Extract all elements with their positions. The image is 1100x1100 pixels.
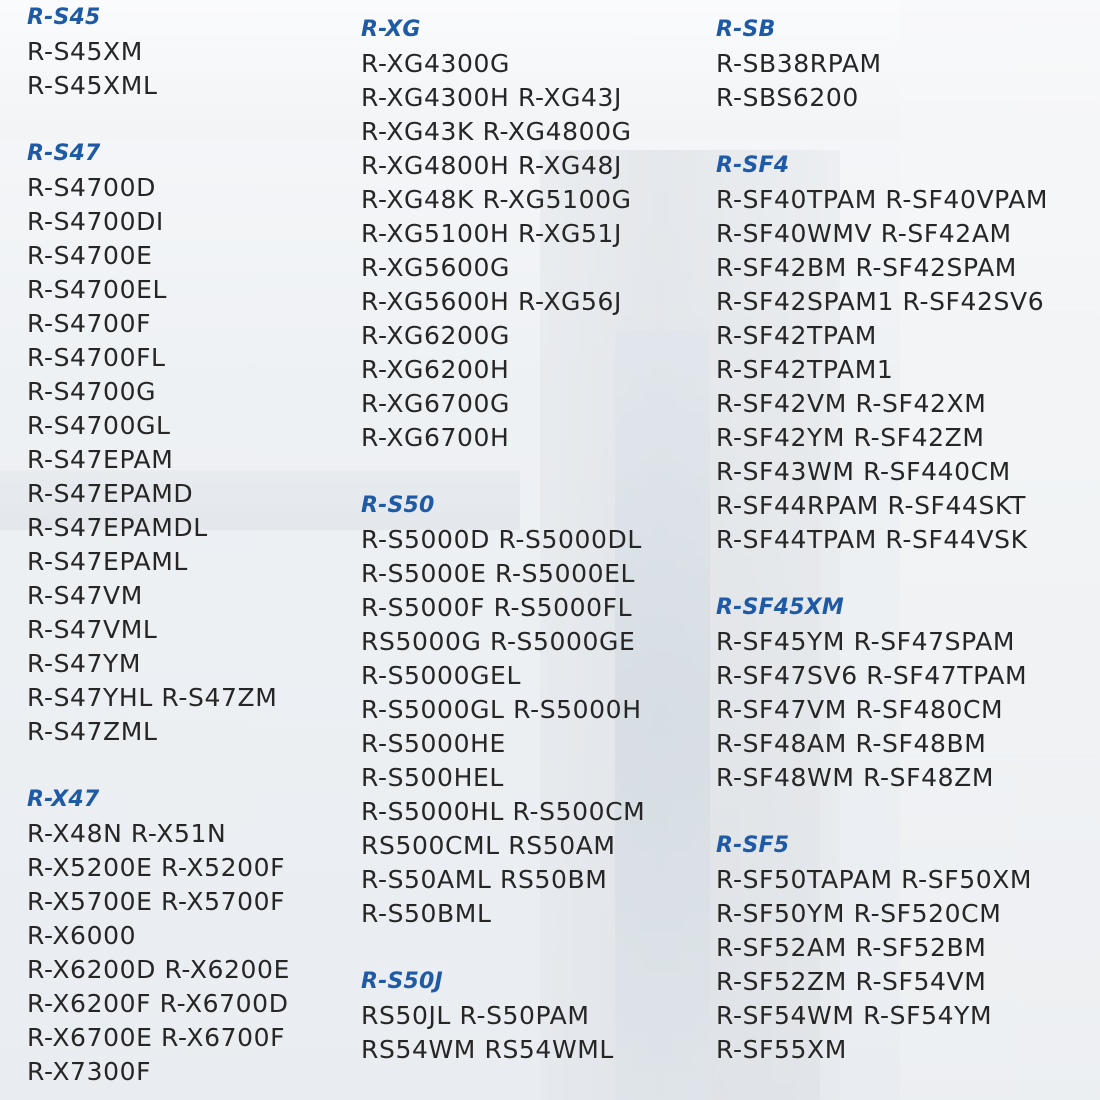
model-entry: R-S4700GL <box>27 411 171 440</box>
model-entry: R-S50AML RS50BM <box>361 865 608 894</box>
model-entry: R-S4700FL <box>27 343 166 372</box>
model-list <box>716 625 1027 795</box>
model-entry: R-SF42TPAM <box>716 321 877 350</box>
model-entry: R-S5000GL R-S5000H <box>361 695 642 724</box>
model-entry: R-SF42YM R-SF42ZM <box>716 423 985 452</box>
model-entry: R-SB38RPAM <box>716 49 882 78</box>
model-entry: R-SF48AM R-SF48BM <box>716 729 987 758</box>
model-group <box>716 149 1048 557</box>
model-entry: R-S47VML <box>27 615 158 644</box>
model-entry: R-XG4300H R-XG43J <box>361 83 623 112</box>
model-entry: R-XG4300G <box>361 49 511 78</box>
model-entry: R-SF52AM R-SF52BM <box>716 933 987 962</box>
model-entry: R-S4700EL <box>27 275 167 304</box>
model-entry: R-S5000HE <box>361 729 506 758</box>
model-group <box>716 829 1032 1067</box>
model-entry: RS500CML RS50AM <box>361 831 616 860</box>
model-entry: R-S4700F <box>27 309 152 338</box>
model-entry: R-S47YHL R-S47ZM <box>27 683 278 712</box>
group-heading: R-SF45XM <box>716 595 845 620</box>
model-entry: R-SF45YM R-SF47SPAM <box>716 627 1016 656</box>
model-entry: R-S45XM <box>27 37 143 66</box>
model-entry: R-XG6200G <box>361 321 511 350</box>
model-entry: R-X6000 <box>27 921 137 950</box>
model-entry: R-XG5100H R-XG51J <box>361 219 623 248</box>
model-entry: R-S500HEL <box>361 763 504 792</box>
model-entry: RS54WM RS54WML <box>361 1035 614 1064</box>
model-entry: R-S50BML <box>361 899 492 928</box>
group-heading: R-X47 <box>27 787 100 812</box>
group-heading: R-S47 <box>27 141 101 166</box>
model-entry: R-X6200D R-X6200E <box>27 955 290 984</box>
model-entry: R-SF50YM R-SF520CM <box>716 899 1002 928</box>
group-heading: R-S50 <box>361 493 435 518</box>
model-group <box>716 591 1027 795</box>
model-entry: R-XG6200H <box>361 355 510 384</box>
model-entry: R-SF52ZM R-SF54VM <box>716 967 987 996</box>
model-list <box>27 171 277 749</box>
model-entry: R-S47VM <box>27 581 143 610</box>
model-entry: R-S5000HL R-S500CM <box>361 797 646 826</box>
model-entry: R-S45XML <box>27 71 158 100</box>
model-entry: R-SF50TAPAM R-SF50XM <box>716 865 1033 894</box>
model-entry: R-S5000E R-S5000EL <box>361 559 636 588</box>
model-group <box>361 965 614 1067</box>
group-heading: R-XG <box>361 17 421 42</box>
model-entry: RS50JL R-S50PAM <box>361 1001 590 1030</box>
model-entry: R-S47EPAMD <box>27 479 194 508</box>
model-group <box>716 13 882 115</box>
model-list <box>361 999 614 1067</box>
model-entry: R-XG6700H <box>361 423 510 452</box>
model-entry: R-SF47SV6 R-SF47TPAM <box>716 661 1028 690</box>
model-list <box>27 35 157 103</box>
model-entry: R-SBS6200 <box>716 83 859 112</box>
model-entry: R-X6200F R-X6700D <box>27 989 289 1018</box>
model-list <box>361 47 632 455</box>
group-heading: R-S45 <box>27 5 101 30</box>
model-entry: R-S47EPAMDL <box>27 513 208 542</box>
model-entry: R-X5200E R-X5200F <box>27 853 286 882</box>
model-entry: RS5000G R-S5000GE <box>361 627 636 656</box>
group-heading: R-SF5 <box>716 833 790 858</box>
model-entry: R-S47EPAM <box>27 445 174 474</box>
model-entry: R-SF42SPAM1 R-SF42SV6 <box>716 287 1045 316</box>
model-group <box>361 13 632 455</box>
model-list <box>716 47 882 115</box>
model-entry: R-X48N R-X51N <box>27 819 227 848</box>
model-entry: R-S4700E <box>27 241 153 270</box>
model-entry: R-SF47VM R-SF480CM <box>716 695 1004 724</box>
model-entry: R-SF44TPAM R-SF44VSK <box>716 525 1028 554</box>
model-entry: R-SF42TPAM1 <box>716 355 894 384</box>
model-entry: R-XG43K R-XG4800G <box>361 117 632 146</box>
model-entry: R-S47EPAML <box>27 547 188 576</box>
model-entry: R-XG5600H R-XG56J <box>361 287 623 316</box>
model-entry: R-S47YM <box>27 649 142 678</box>
model-list <box>716 863 1032 1067</box>
model-entry: R-SF42VM R-SF42XM <box>716 389 987 418</box>
model-group <box>27 137 277 749</box>
model-entry: R-S4700D <box>27 173 156 202</box>
model-group <box>27 783 290 1089</box>
model-list <box>27 817 290 1089</box>
model-group <box>361 489 645 931</box>
model-entry: R-SF42BM R-SF42SPAM <box>716 253 1017 282</box>
model-entry: R-XG48K R-XG5100G <box>361 185 632 214</box>
model-entry: R-S5000D R-S5000DL <box>361 525 642 554</box>
model-entry: R-SF54WM R-SF54YM <box>716 1001 993 1030</box>
model-entry: R-X5700E R-X5700F <box>27 887 286 916</box>
model-entry: R-SF48WM R-SF48ZM <box>716 763 995 792</box>
model-entry: R-SF40TPAM R-SF40VPAM <box>716 185 1049 214</box>
model-entry: R-SF43WM R-SF440CM <box>716 457 1011 486</box>
model-list <box>716 183 1048 557</box>
model-entry: R-S4700G <box>27 377 157 406</box>
model-entry: R-S5000GEL <box>361 661 521 690</box>
model-entry: R-SF55XM <box>716 1035 847 1064</box>
model-group <box>27 1 157 103</box>
model-entry: R-S5000F R-S5000FL <box>361 593 633 622</box>
group-heading: R-SB <box>716 17 776 42</box>
model-entry: R-X7300F <box>27 1057 152 1086</box>
model-entry: R-S4700DI <box>27 207 164 236</box>
model-entry: R-XG4800H R-XG48J <box>361 151 623 180</box>
model-entry: R-SF44RPAM R-SF44SKT <box>716 491 1026 520</box>
model-entry: R-X6700E R-X6700F <box>27 1023 286 1052</box>
model-entry: R-SF40WMV R-SF42AM <box>716 219 1012 248</box>
group-heading: R-SF4 <box>716 153 790 178</box>
group-heading: R-S50J <box>361 969 443 994</box>
model-list <box>361 523 645 931</box>
model-entry: R-XG5600G <box>361 253 511 282</box>
model-entry: R-S47ZML <box>27 717 158 746</box>
model-entry: R-XG6700G <box>361 389 511 418</box>
